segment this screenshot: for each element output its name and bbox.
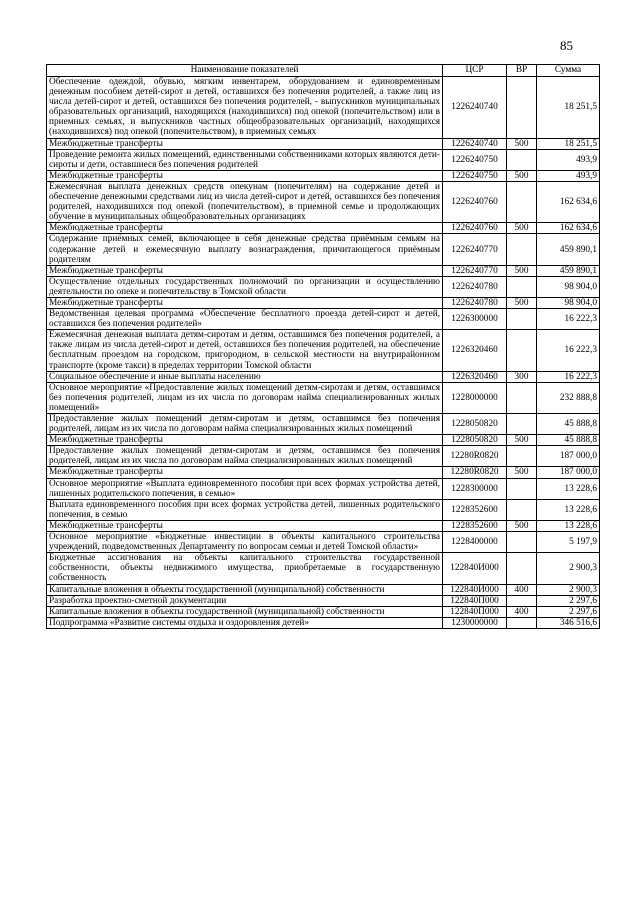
table-row xyxy=(47,414,600,435)
row-vr-cell: 400 xyxy=(507,606,537,617)
table-row xyxy=(47,276,600,297)
row-code-cell: 1228000000 xyxy=(443,382,507,413)
row-code-cell: 1226320460 xyxy=(443,371,507,382)
row-vr-cell xyxy=(507,276,537,297)
table-row xyxy=(47,446,600,467)
table-row xyxy=(47,330,600,371)
table-row xyxy=(47,371,600,382)
row-name-cell: Осуществление отдельных государственных полномочий по организации и осуществлению деятельности по опеке и попечительству в Томской области xyxy=(47,276,443,297)
row-sum-cell: 98 904,0 xyxy=(537,297,600,308)
row-code-cell: 1226240740 xyxy=(443,138,507,149)
table-row xyxy=(47,170,600,181)
row-vr-cell: 500 xyxy=(507,223,537,234)
row-sum-cell: 162 634,6 xyxy=(537,181,600,222)
budget-table xyxy=(46,64,600,629)
row-sum-cell: 459 890,1 xyxy=(537,265,600,276)
row-name-cell: Социальное обеспечение и иные выплаты населению xyxy=(47,371,443,382)
row-sum-cell: 2 297,6 xyxy=(537,595,600,606)
row-vr-cell xyxy=(507,382,537,413)
row-vr-cell: 500 xyxy=(507,265,537,276)
row-name-cell: Ежемесячная денежная выплата детям-сиротам и детям, оставшимся без попечения родителей, а также лицам из числа детей-сирот и детей, оставшихся без попечения родителей, на обеспечение бесплатным проездом на городском, пригородном, в сельской местности на внутрирайонном транспорте (кроме такси) в пределах территории Томской области xyxy=(47,330,443,371)
row-sum-cell: 13 228,6 xyxy=(537,520,600,531)
row-vr-cell xyxy=(507,532,537,553)
row-name-cell: Основное мероприятие «Предоставление жилых помещений детям-сиротам и детям, оставшимся без попечения родителей, лицам из их числа по договорам найма специализированных жилых помещений» xyxy=(47,382,443,413)
row-code-cell: 1228050820 xyxy=(443,414,507,435)
table-row xyxy=(47,435,600,446)
row-name-cell: Межбюджетные трансферты xyxy=(47,138,443,149)
row-name-cell: Капитальные вложения в объекты государственной (муниципальной) собственности xyxy=(47,606,443,617)
row-name-cell: Межбюджетные трансферты xyxy=(47,223,443,234)
table-row xyxy=(47,553,600,584)
row-sum-cell: 493,9 xyxy=(537,149,600,170)
row-vr-cell xyxy=(507,553,537,584)
row-vr-cell: 500 xyxy=(507,138,537,149)
table-row xyxy=(47,520,600,531)
row-vr-cell: 400 xyxy=(507,584,537,595)
row-sum-cell: 13 228,6 xyxy=(537,499,600,520)
row-name-cell: Предоставление жилых помещений детям-сиротам и детям, оставшимся без попечения родителей, лицам из их числа по договорам найма специализированных жилых помещений xyxy=(47,446,443,467)
row-vr-cell xyxy=(507,499,537,520)
table-row xyxy=(47,606,600,617)
header-name: Наименование показателей xyxy=(47,65,443,77)
row-code-cell: 1228300000 xyxy=(443,478,507,499)
table-row xyxy=(47,297,600,308)
row-code-cell: 1226240760 xyxy=(443,223,507,234)
row-code-cell: 1226300000 xyxy=(443,309,507,330)
row-code-cell: 1228050820 xyxy=(443,435,507,446)
row-code-cell: 1226240770 xyxy=(443,265,507,276)
row-code-cell: 122840П000 xyxy=(443,595,507,606)
row-sum-cell: 16 222,3 xyxy=(537,309,600,330)
table-row xyxy=(47,532,600,553)
row-vr-cell xyxy=(507,414,537,435)
row-code-cell: 1226320460 xyxy=(443,330,507,371)
row-vr-cell xyxy=(507,181,537,222)
row-sum-cell: 187 000,0 xyxy=(537,446,600,467)
table-row xyxy=(47,584,600,595)
row-name-cell: Подпрограмма «Развитие системы отдыха и оздоровления детей» xyxy=(47,617,443,628)
row-code-cell: 1226240760 xyxy=(443,181,507,222)
header-sum: Сумма xyxy=(537,65,600,77)
row-sum-cell: 187 000,0 xyxy=(537,467,600,478)
row-code-cell: 1228352600 xyxy=(443,499,507,520)
table-row xyxy=(47,223,600,234)
row-vr-cell xyxy=(507,149,537,170)
table-row xyxy=(47,138,600,149)
row-name-cell: Содержание приёмных семей, включающее в себя денежные средства приёмным семьям на содержание детей и ежемесячную выплату вознаграждения, причитающегося приёмным родителям xyxy=(47,234,443,265)
header-vr: ВР xyxy=(507,65,537,77)
row-name-cell: Проведение ремонта жилых помещений, единственными собственниками которых являются дети-сироты и дети, оставшиеся без попечения родителей xyxy=(47,149,443,170)
page-number: 85 xyxy=(560,38,573,53)
row-vr-cell: 500 xyxy=(507,297,537,308)
row-code-cell: 1230000000 xyxy=(443,617,507,628)
row-sum-cell: 16 222,3 xyxy=(537,371,600,382)
row-code-cell: 1226240780 xyxy=(443,276,507,297)
table-header-row xyxy=(47,65,600,77)
row-code-cell: 1226240770 xyxy=(443,234,507,265)
row-sum-cell: 2 297,6 xyxy=(537,606,600,617)
table-row xyxy=(47,478,600,499)
row-vr-cell xyxy=(507,617,537,628)
row-code-cell: 1226240750 xyxy=(443,170,507,181)
row-sum-cell: 18 251,5 xyxy=(537,138,600,149)
row-sum-cell: 18 251,5 xyxy=(537,77,600,139)
row-name-cell: Основное мероприятие «Выплата единовременного пособия при всех формах устройства детей, лишенных родительского попечения, в семью» xyxy=(47,478,443,499)
table-row xyxy=(47,149,600,170)
row-vr-cell xyxy=(507,478,537,499)
table-row xyxy=(47,234,600,265)
row-sum-cell: 346 516,6 xyxy=(537,617,600,628)
row-code-cell: 1226240740 xyxy=(443,77,507,139)
table-row xyxy=(47,181,600,222)
row-sum-cell: 2 900,3 xyxy=(537,553,600,584)
row-name-cell: Межбюджетные трансферты xyxy=(47,467,443,478)
row-code-cell: 1226240750 xyxy=(443,149,507,170)
row-sum-cell: 459 890,1 xyxy=(537,234,600,265)
row-code-cell: 122840И000 xyxy=(443,553,507,584)
row-sum-cell: 5 197,9 xyxy=(537,532,600,553)
row-code-cell: 1228400000 xyxy=(443,532,507,553)
row-name-cell: Межбюджетные трансферты xyxy=(47,265,443,276)
row-sum-cell: 162 634,6 xyxy=(537,223,600,234)
row-name-cell: Бюджетные ассигнования на объекты капитального строительства государственной собственности, объекты недвижимого имущества, приобретаемые в государственную собственность xyxy=(47,553,443,584)
row-name-cell: Разработка проектно-сметной документации xyxy=(47,595,443,606)
row-vr-cell: 500 xyxy=(507,170,537,181)
row-name-cell: Межбюджетные трансферты xyxy=(47,297,443,308)
row-vr-cell: 500 xyxy=(507,435,537,446)
row-code-cell: 1228352600 xyxy=(443,520,507,531)
row-code-cell: 122840П000 xyxy=(443,606,507,617)
header-code: ЦСР xyxy=(443,65,507,77)
row-sum-cell: 45 888,8 xyxy=(537,414,600,435)
row-vr-cell: 300 xyxy=(507,371,537,382)
row-vr-cell xyxy=(507,309,537,330)
row-name-cell: Капитальные вложения в объекты государственной (муниципальной) собственности xyxy=(47,584,443,595)
row-sum-cell: 493,9 xyxy=(537,170,600,181)
row-name-cell: Ведомственная целевая программа «Обеспечение бесплатного проезда детей-сирот и детей, оставшихся без попечения родителей» xyxy=(47,309,443,330)
row-sum-cell: 232 888,8 xyxy=(537,382,600,413)
row-name-cell: Ежемесячная выплата денежных средств опекунам (попечителям) на содержание детей и обеспечение денежными средствами лиц из числа детей-сирот и детей, оставшихся без попечения родителей, находившихся под опекой (попечительством), в приемной семье и продолжающих обучение в муниципальных общеобразовательных организациях xyxy=(47,181,443,222)
table-row xyxy=(47,309,600,330)
row-sum-cell: 45 888,8 xyxy=(537,435,600,446)
row-sum-cell: 2 900,3 xyxy=(537,584,600,595)
row-code-cell: 1226240780 xyxy=(443,297,507,308)
row-vr-cell xyxy=(507,446,537,467)
row-sum-cell: 13 228,6 xyxy=(537,478,600,499)
row-vr-cell xyxy=(507,330,537,371)
table-row xyxy=(47,77,600,139)
table-row xyxy=(47,467,600,478)
row-code-cell: 12280R0820 xyxy=(443,446,507,467)
table-row xyxy=(47,499,600,520)
row-name-cell: Выплата единовременного пособия при всех формах устройства детей, лишенных родительского попечения, в семью xyxy=(47,499,443,520)
row-name-cell: Межбюджетные трансферты xyxy=(47,170,443,181)
row-name-cell: Предоставление жилых помещений детям-сиротам и детям, оставшимся без попечения родителей, лицам из их числа по договорам найма специализированных жилых помещений xyxy=(47,414,443,435)
row-name-cell: Обеспечение одеждой, обувью, мягким инвентарем, оборудованием и единовременным денежным пособием детей-сирот и детей, оставшихся без попечения родителей, а также лиц из числа детей-сирот и детей, оставшихся без попечения родителей, - выпускников муниципальных образовательных организаций, находящихся (находившихся) под опекой (попечительством) или в приемных семьях, и выпускников частных общеобразовательных организаций, находящихся (находившихся) под опекой (попечительством), в приемных семьях xyxy=(47,77,443,139)
row-code-cell: 122840И000 xyxy=(443,584,507,595)
row-name-cell: Межбюджетные трансферты xyxy=(47,435,443,446)
row-sum-cell: 16 222,3 xyxy=(537,330,600,371)
row-vr-cell: 500 xyxy=(507,520,537,531)
row-code-cell: 12280R0820 xyxy=(443,467,507,478)
table-row xyxy=(47,617,600,628)
table-row xyxy=(47,265,600,276)
table-row xyxy=(47,595,600,606)
row-vr-cell xyxy=(507,77,537,139)
row-name-cell: Основное мероприятие «Бюджетные инвестиции в объекты капитального строительства учреждений, подведомственных Департаменту по вопросам семьи и детей Томской области» xyxy=(47,532,443,553)
row-vr-cell: 500 xyxy=(507,467,537,478)
row-vr-cell xyxy=(507,595,537,606)
row-vr-cell xyxy=(507,234,537,265)
row-name-cell: Межбюджетные трансферты xyxy=(47,520,443,531)
table-row xyxy=(47,382,600,413)
row-sum-cell: 98 904,0 xyxy=(537,276,600,297)
